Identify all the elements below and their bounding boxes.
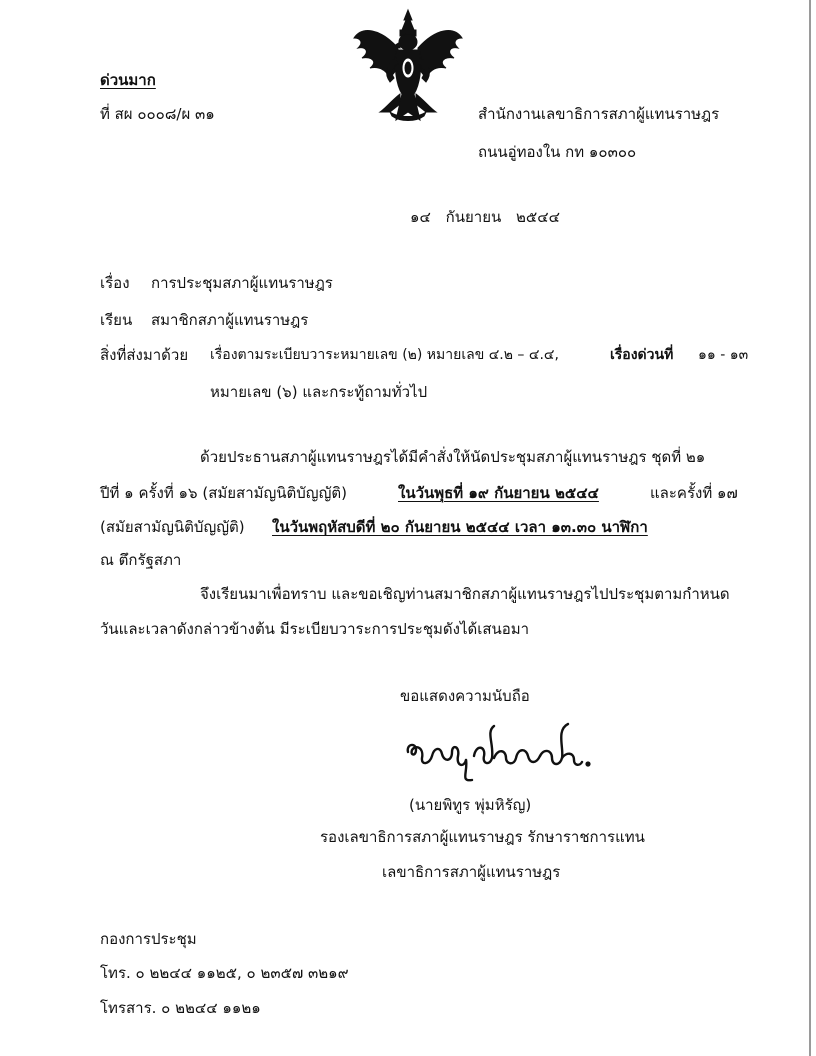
signatory-name: (นายพิทูร พุ่มหิรัญ) bbox=[409, 796, 532, 814]
enclosure-line1-c: ๑๑ - ๑๓ bbox=[698, 347, 749, 363]
phone-number: โทร. ๐ ๒๒๔๔ ๑๑๒๕, ๐ ๒๓๕๗ ๓๒๑๙ bbox=[100, 964, 349, 982]
paragraph1-line3-b: ในวันพฤหัสบดีที่ ๒๐ กันยายน ๒๕๔๔ เวลา ๑๓.๓๐ นาฬิกา bbox=[272, 518, 648, 536]
paragraph2-line2: วันและเวลาดังกล่าวข้างต้น มีระเบียบวาระการประชุมดังได้เสนอมา bbox=[100, 620, 530, 638]
paragraph1-line2-b: ในวันพุธที่ ๑๙ กันยายน ๒๕๔๔ bbox=[398, 484, 599, 502]
paragraph1-line1: ด้วยประธานสภาผู้แทนราษฎรได้มีคำสั่งให้นัดประชุมสภาผู้แทนราษฎร ชุดที่ ๒๑ bbox=[200, 448, 706, 466]
paragraph1-line3-a: (สมัยสามัญนิติบัญญัติ) bbox=[100, 518, 245, 536]
department-name: กองการประชุม bbox=[100, 930, 197, 948]
closing-text: ขอแสดงความนับถือ bbox=[400, 687, 530, 705]
signature-image bbox=[402, 722, 594, 786]
enclosure-line1-a: เรื่องตามระเบียบวาระหมายเลข (๒) หมายเลข ๔.๒ – ๔.๔, bbox=[210, 347, 559, 363]
subject-label: เรื่อง bbox=[100, 274, 130, 292]
office-address: ถนนอู่ทองใน กท ๑๐๓๐๐ bbox=[478, 143, 637, 161]
letter-date: ๑๔ กันยายน ๒๕๔๔ bbox=[410, 208, 560, 226]
enclosure-label: สิ่งที่ส่งมาด้วย bbox=[100, 346, 189, 364]
reference-number: ที่ สผ ๐๐๐๘/ผ ๓๑ bbox=[100, 105, 215, 123]
enclosure-line1-b: เรื่องด่วนที่ bbox=[610, 347, 674, 363]
paragraph1-line4: ณ ตึกรัฐสภา bbox=[100, 551, 182, 569]
to-text: สมาชิกสภาผู้แทนราษฎร bbox=[151, 311, 309, 329]
garuda-emblem-icon bbox=[350, 8, 466, 126]
paragraph1-line2-a: ปีที่ ๑ ครั้งที่ ๑๖ (สมัยสามัญนิติบัญญัติ) bbox=[100, 484, 347, 502]
enclosure-line2: หมายเลข (๖) และกระทู้ถามทั่วไป bbox=[210, 383, 428, 401]
office-name: สำนักงานเลขาธิการสภาผู้แทนราษฎร bbox=[478, 105, 720, 123]
paragraph2-line1: จึงเรียนมาเพื่อทราบ และขอเชิญท่านสมาชิกสภาผู้แทนราษฎรไปประชุมตามกำหนด bbox=[200, 585, 730, 603]
to-label: เรียน bbox=[100, 311, 133, 329]
page-edge-line bbox=[809, 0, 811, 1056]
signatory-title-line2: เลขาธิการสภาผู้แทนราษฎร bbox=[382, 863, 561, 881]
paragraph1-line2-c: และครั้งที่ ๑๗ bbox=[650, 484, 738, 502]
fax-number: โทรสาร. ๐ ๒๒๔๔ ๑๑๒๑ bbox=[100, 999, 261, 1017]
signatory-title-line1: รองเลขาธิการสภาผู้แทนราษฎร รักษาราชการแทน bbox=[320, 828, 645, 846]
subject-text: การประชุมสภาผู้แทนราษฎร bbox=[151, 274, 333, 292]
urgency-label: ด่วนมาก bbox=[100, 71, 156, 89]
